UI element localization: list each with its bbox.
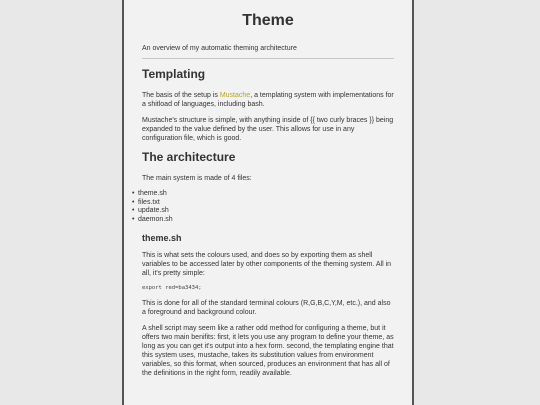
list-item: • files.txt <box>138 199 394 208</box>
list-item: • daemon.sh <box>138 216 394 225</box>
architecture-intro: The main system is made of 4 files: <box>142 175 252 182</box>
theme-sh-paragraph-1: This is what sets the colours used, and does so by exporting them as shell variables to be accessed later by other components of the theming system. All in all, it's pretty simple: <box>142 252 392 277</box>
theme-sh-paragraph-3: A shell script may seem like a rather odd method for configuring a theme, but it offers two main benifits: first, it lets you use any program to define your theme, as long as you can get it's output into a hex form. second, the templating engine that this system uses, mustache, takes its substitution values from environment variables, so this format, when sourced, produces an environment that has all of the definitions in the right form, readily available. <box>142 325 394 377</box>
page-title: Theme <box>242 12 294 29</box>
mustache-link[interactable]: Mustache <box>219 92 251 99</box>
templating-paragraph-1 <box>142 91 394 109</box>
list-item: • update.sh <box>138 207 394 216</box>
text-fragment: , a templating system with implementations for a shitload of languages, including bash. <box>142 92 394 108</box>
list-item: • theme.sh <box>138 190 394 199</box>
divider <box>142 58 394 59</box>
code-block: export red=ba3434; <box>142 285 202 291</box>
section-heading-templating: Templating <box>142 67 206 81</box>
section-heading-architecture: The architecture <box>142 150 236 164</box>
templating-paragraph-2: Mustache's structure is simple, with anything inside of {{ two curly braces }} being expanded to the value defined by the user. This allows for use in any configuration file, which is good. <box>142 117 394 142</box>
theme-sh-paragraph-2: This is done for all of the standard terminal colours (R,G,B,C,Y,M, etc.), and also a foreground and background colour. <box>142 300 391 316</box>
text-fragment: The basis of the setup is <box>142 92 220 99</box>
page-subtitle: An overview of my automatic theming architecture <box>142 45 297 52</box>
article-page <box>122 0 414 405</box>
file-list <box>138 190 394 224</box>
subsection-heading-theme-sh: theme.sh <box>142 233 182 243</box>
